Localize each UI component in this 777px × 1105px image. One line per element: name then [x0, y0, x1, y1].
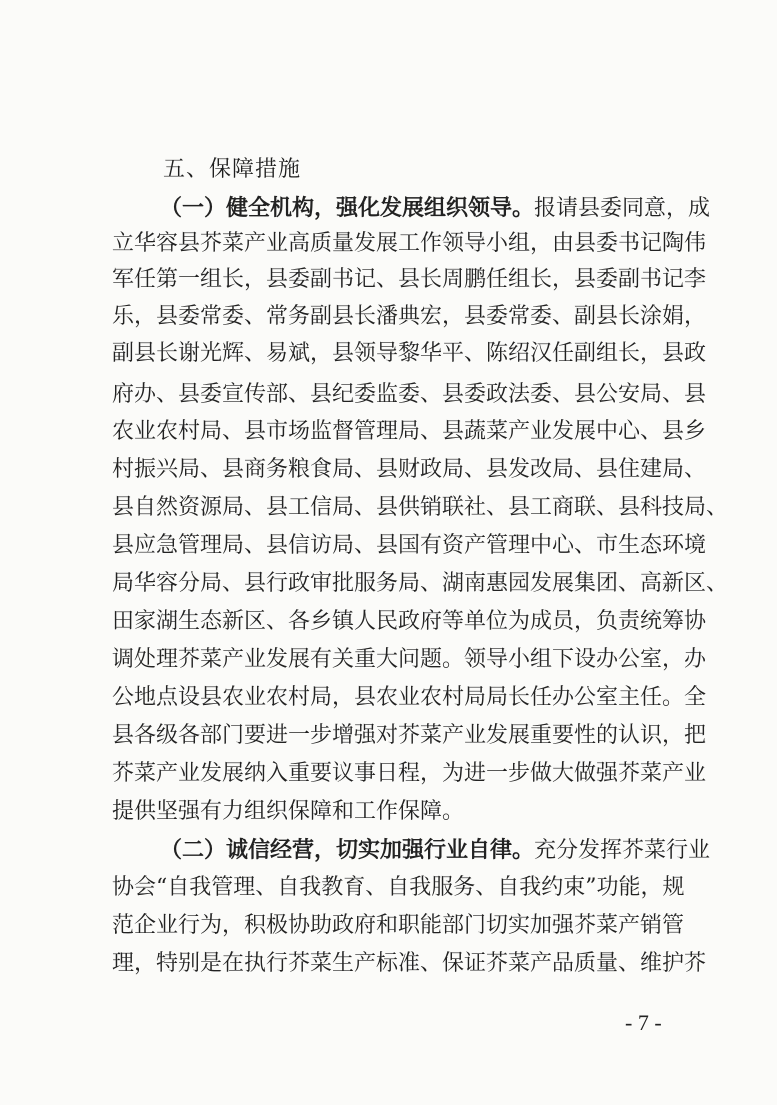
section1-line: 提供坚强有力组织保障和工作保障。 [112, 799, 465, 824]
section1-line: 局华容分局、县行政审批服务局、湖南惠园发展集团、高新区、 [112, 571, 729, 596]
section1-line: 军任第一组长，县委副书记、县长周鹏任组长，县委副书记李 [112, 267, 707, 292]
section1-line: 县应急管理局、县信访局、县国有资产管理中心、市生态环境 [112, 533, 707, 558]
section1-line: 芥菜产业发展纳入重要议事日程，为进一步做大做强芥菜产业 [112, 761, 707, 786]
section1-first-line [160, 195, 711, 221]
section2-line: 协会“自我管理、自我教育、自我服务、自我约束”功能，规 [112, 875, 685, 900]
section2-line: 范企业行为，积极协助政府和职能部门切实加强芥菜产销管 [112, 913, 685, 938]
section1-line: 副县长谢光辉、易斌，县领导黎华平、陈绍汉任副组长，县政 [112, 341, 707, 366]
section1-line: 村振兴局、县商务粮食局、县财政局、县发改局、县住建局、 [112, 457, 707, 482]
section2-first-line [160, 837, 711, 863]
section1-line: 农业农村局、县市场监督管理局、县蔬菜产业发展中心、县乡 [112, 419, 707, 444]
section1-title: （一）健全机构，强化发展组织领导。 [160, 195, 535, 221]
section1-line: 田家湖生态新区、各乡镇人民政府等单位为成员，负责统筹协 [112, 609, 707, 634]
section2-title: （二）诚信经营，切实加强行业自律。 [160, 837, 535, 863]
section1-line: 报请县委同意，成 [534, 196, 711, 221]
section1-line: 调处理芥菜产业发展有关重大问题。领导小组下设办公室，办 [112, 647, 707, 672]
section1-line: 公地点设县农业农村局，县农业农村局局长任办公室主任。全 [112, 685, 707, 710]
page-number: - 7 - [625, 1010, 662, 1035]
section2-line: 理，特别是在执行芥菜生产标准、保证芥菜产品质量、维护芥 [112, 951, 707, 976]
section1-line: 府办、县委宣传部、县纪委监委、县委政法委、县公安局、县 [112, 382, 707, 407]
section-heading: 五、保障措施 [163, 157, 302, 182]
section1-line: 立华容县芥菜产业高质量发展工作领导小组，由县委书记陶伟 [112, 231, 707, 256]
section1-line: 县自然资源局、县工信局、县供销联社、县工商联、县科技局、 [112, 495, 729, 520]
section1-line: 县各级各部门要进一步增强对芥菜产业发展重要性的认识，把 [112, 723, 707, 748]
section1-line: 乐，县委常委、常务副县长潘典宏，县委常委、副县长涂娟， [112, 304, 707, 329]
section2-line: 充分发挥芥菜行业 [534, 838, 711, 863]
